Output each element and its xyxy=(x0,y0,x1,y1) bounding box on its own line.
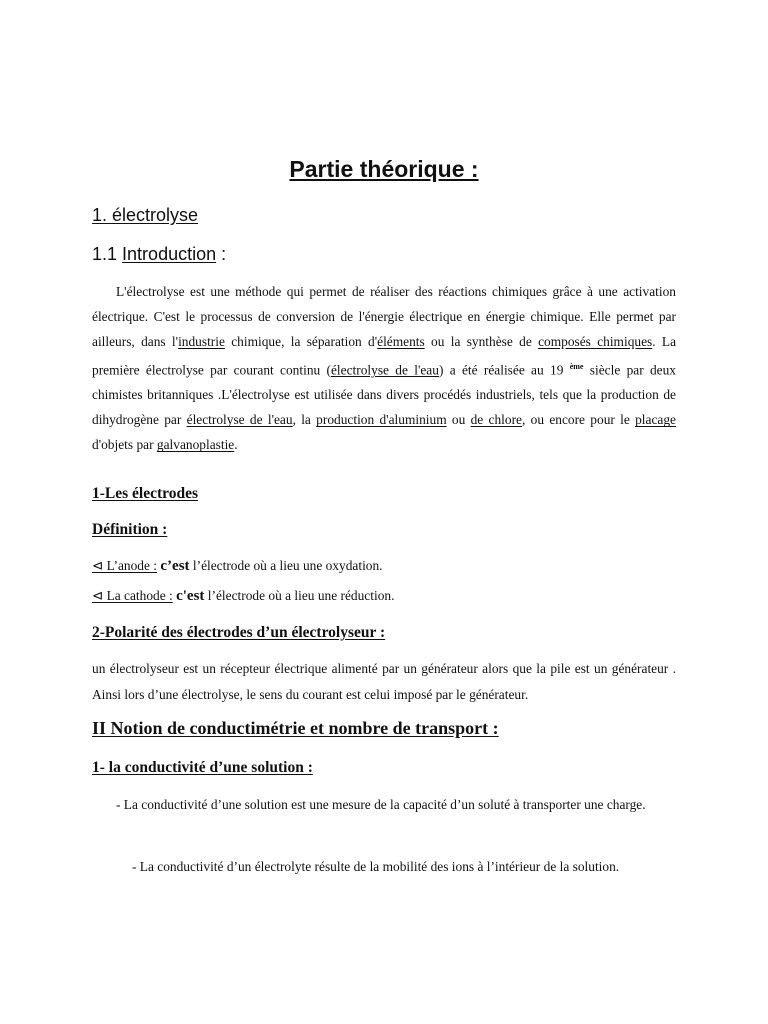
link-chlore[interactable]: de chlore xyxy=(470,412,522,428)
definition-heading: Définition : xyxy=(92,521,168,538)
section-heading-introduction: 1.1 Introduction : xyxy=(92,244,227,264)
cathode-definition: ⊲ La cathode : c'est l’électrode où a lieu une réduction. xyxy=(92,588,395,604)
link-elements[interactable]: éléments xyxy=(377,334,425,349)
cathode-label: ⊲ La cathode : xyxy=(92,588,173,603)
section-2-heading: II Notion de conductimétrie et nombre de transport : xyxy=(92,718,499,738)
link-galvanoplastie[interactable]: galvanoplastie xyxy=(156,437,235,453)
link-composes-chimiques[interactable]: composés chimiques xyxy=(538,334,653,349)
anode-label: ⊲ L’anode : xyxy=(92,558,158,573)
conductivite-bullet-1: - La conductivité d’une solution est une mesure de la capacité d’un soluté à transporter une charge. xyxy=(116,797,646,812)
link-placage[interactable]: placage xyxy=(635,412,676,428)
electrodes-heading: 1-Les électrodes xyxy=(92,485,199,502)
intro-paragraph: L'électrolyse est une méthode qui permet de réaliser des réactions chimiques grâce à une activation électrique. C'est le processus de conversion de l'énergie électrique en énergie chimique. Elle permet par ailleurs, dans l'industrie chimique, la séparation d'éléments ou la synthèse de composés chimiques. La première électrolyse par courant continu (électrolyse de l'eau) a été réalisée au 19 $^{ème}$ siècle par deux chimistes britanniques .L'électrolyse est utilisée dans divers procédés industriels, tels que la production de dihydrogène par électrolyse de l'eau, la production d'aluminium ou de chlore, ou encore pour le placage d'objets par galvanoplastie. xyxy=(92,284,677,453)
polarite-heading: 2-Polarité des électrodes d’un électrolyseur : xyxy=(92,624,386,641)
section-heading-electrolyse: 1. électrolyse xyxy=(92,205,199,225)
conductivite-bullet-2: - La conductivité d’un électrolyte résulte de la mobilité des ions à l’intérieur de la solution. xyxy=(132,859,620,874)
link-electrolyse-eau-2[interactable]: électrolyse de l'eau xyxy=(186,412,293,428)
conductivite-heading: 1- la conductivité d’une solution : xyxy=(92,759,313,776)
polarite-paragraph: un électrolyseur est un récepteur électrique alimenté par un générateur alors que la pile est un générateur . Ainsi lors d’une électrolyse, le sens du courant est celui imposé par le générateur. xyxy=(92,661,676,702)
page-title: Partie théorique : xyxy=(289,156,479,182)
link-electrolyse-eau[interactable]: électrolyse de l'eau xyxy=(330,362,439,378)
link-industrie[interactable]: industrie xyxy=(178,334,225,349)
link-production-aluminium[interactable]: production d'aluminium xyxy=(316,412,447,428)
anode-definition: ⊲ L’anode : c’est l’électrode où a lieu une oxydation. xyxy=(92,558,383,574)
